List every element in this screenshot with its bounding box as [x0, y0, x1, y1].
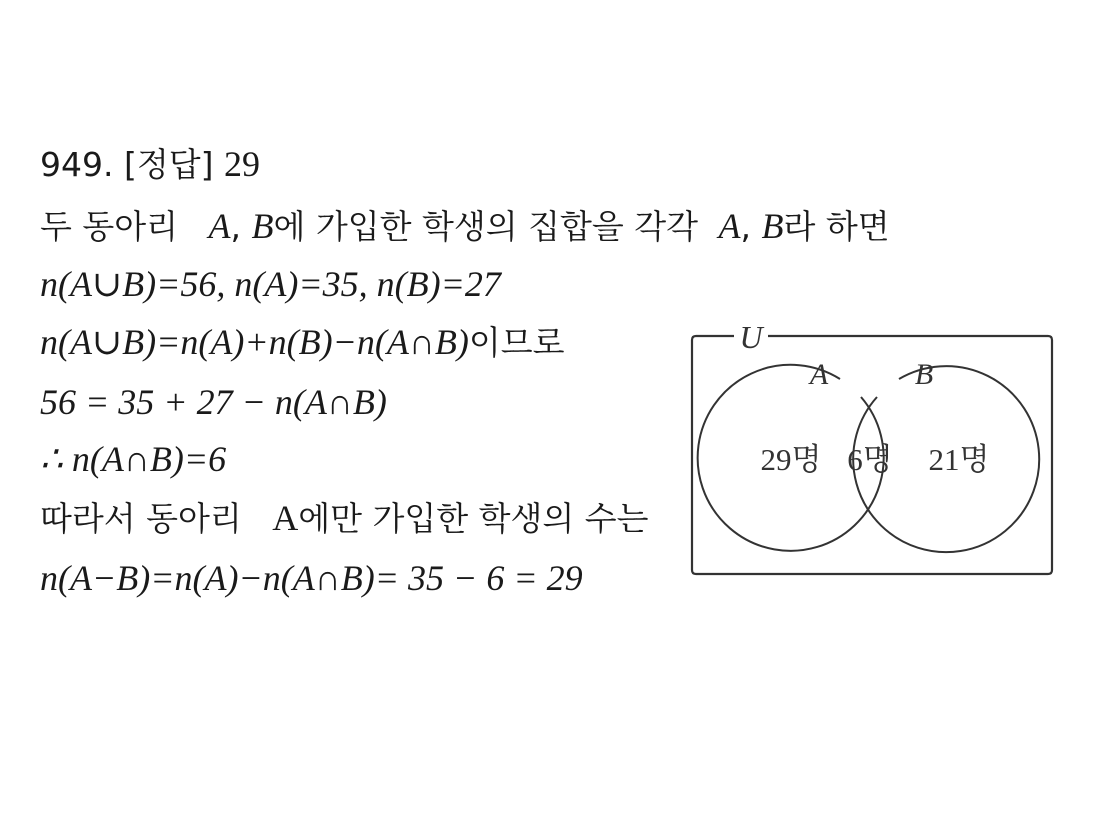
set-a-symbol: A	[208, 206, 231, 246]
club-a-symbol: A	[272, 498, 299, 538]
problem-number: 949.	[40, 145, 114, 184]
only-b-count: 21명	[928, 442, 990, 477]
statement-text-middle: 에 가입한 학생의 집합을 각각	[273, 207, 699, 246]
given-values-equation: n(A∪B)=56, n(A)=35, n(B)=27	[40, 264, 501, 304]
venn-diagram	[688, 318, 1060, 580]
universe-label: U	[739, 319, 763, 355]
answer-value: 29	[224, 144, 260, 184]
set-a-symbol-2: A	[718, 206, 741, 246]
conclusion-text-end: 에만 가입한 학생의 수는	[298, 499, 649, 538]
conclusion-text-start: 따라서 동아리	[40, 499, 242, 538]
final-equation: n(A−B)=n(A)−n(A∩B)= 35 − 6 = 29	[40, 558, 583, 598]
statement-text-end: 라 하면	[783, 207, 890, 246]
set-b-label: B	[914, 358, 934, 391]
therefore-text: 이므로	[468, 323, 565, 362]
problem-header	[40, 142, 260, 187]
comma: ,	[230, 207, 242, 246]
conclusion-text-line	[40, 496, 649, 541]
set-b-symbol: B	[251, 206, 274, 246]
comma-2: ,	[740, 207, 752, 246]
substitution-equation: 56 = 35 + 27 − n(A∩B)	[40, 382, 387, 422]
intersection-result: ∴ n(A∩B)=6	[40, 439, 227, 479]
statement-text-start: 두 동아리	[40, 207, 179, 246]
only-a-count: 29명	[760, 442, 822, 477]
intersection-count: 6명	[847, 442, 893, 477]
set-a-label: A	[809, 358, 829, 391]
answer-label: [정답]	[123, 145, 214, 184]
union-formula: n(A∪B)=n(A)+n(B)−n(A∩B)	[40, 322, 469, 362]
union-formula-line	[40, 320, 565, 365]
set-b-symbol-2: B	[761, 206, 784, 246]
statement-line	[40, 204, 890, 249]
